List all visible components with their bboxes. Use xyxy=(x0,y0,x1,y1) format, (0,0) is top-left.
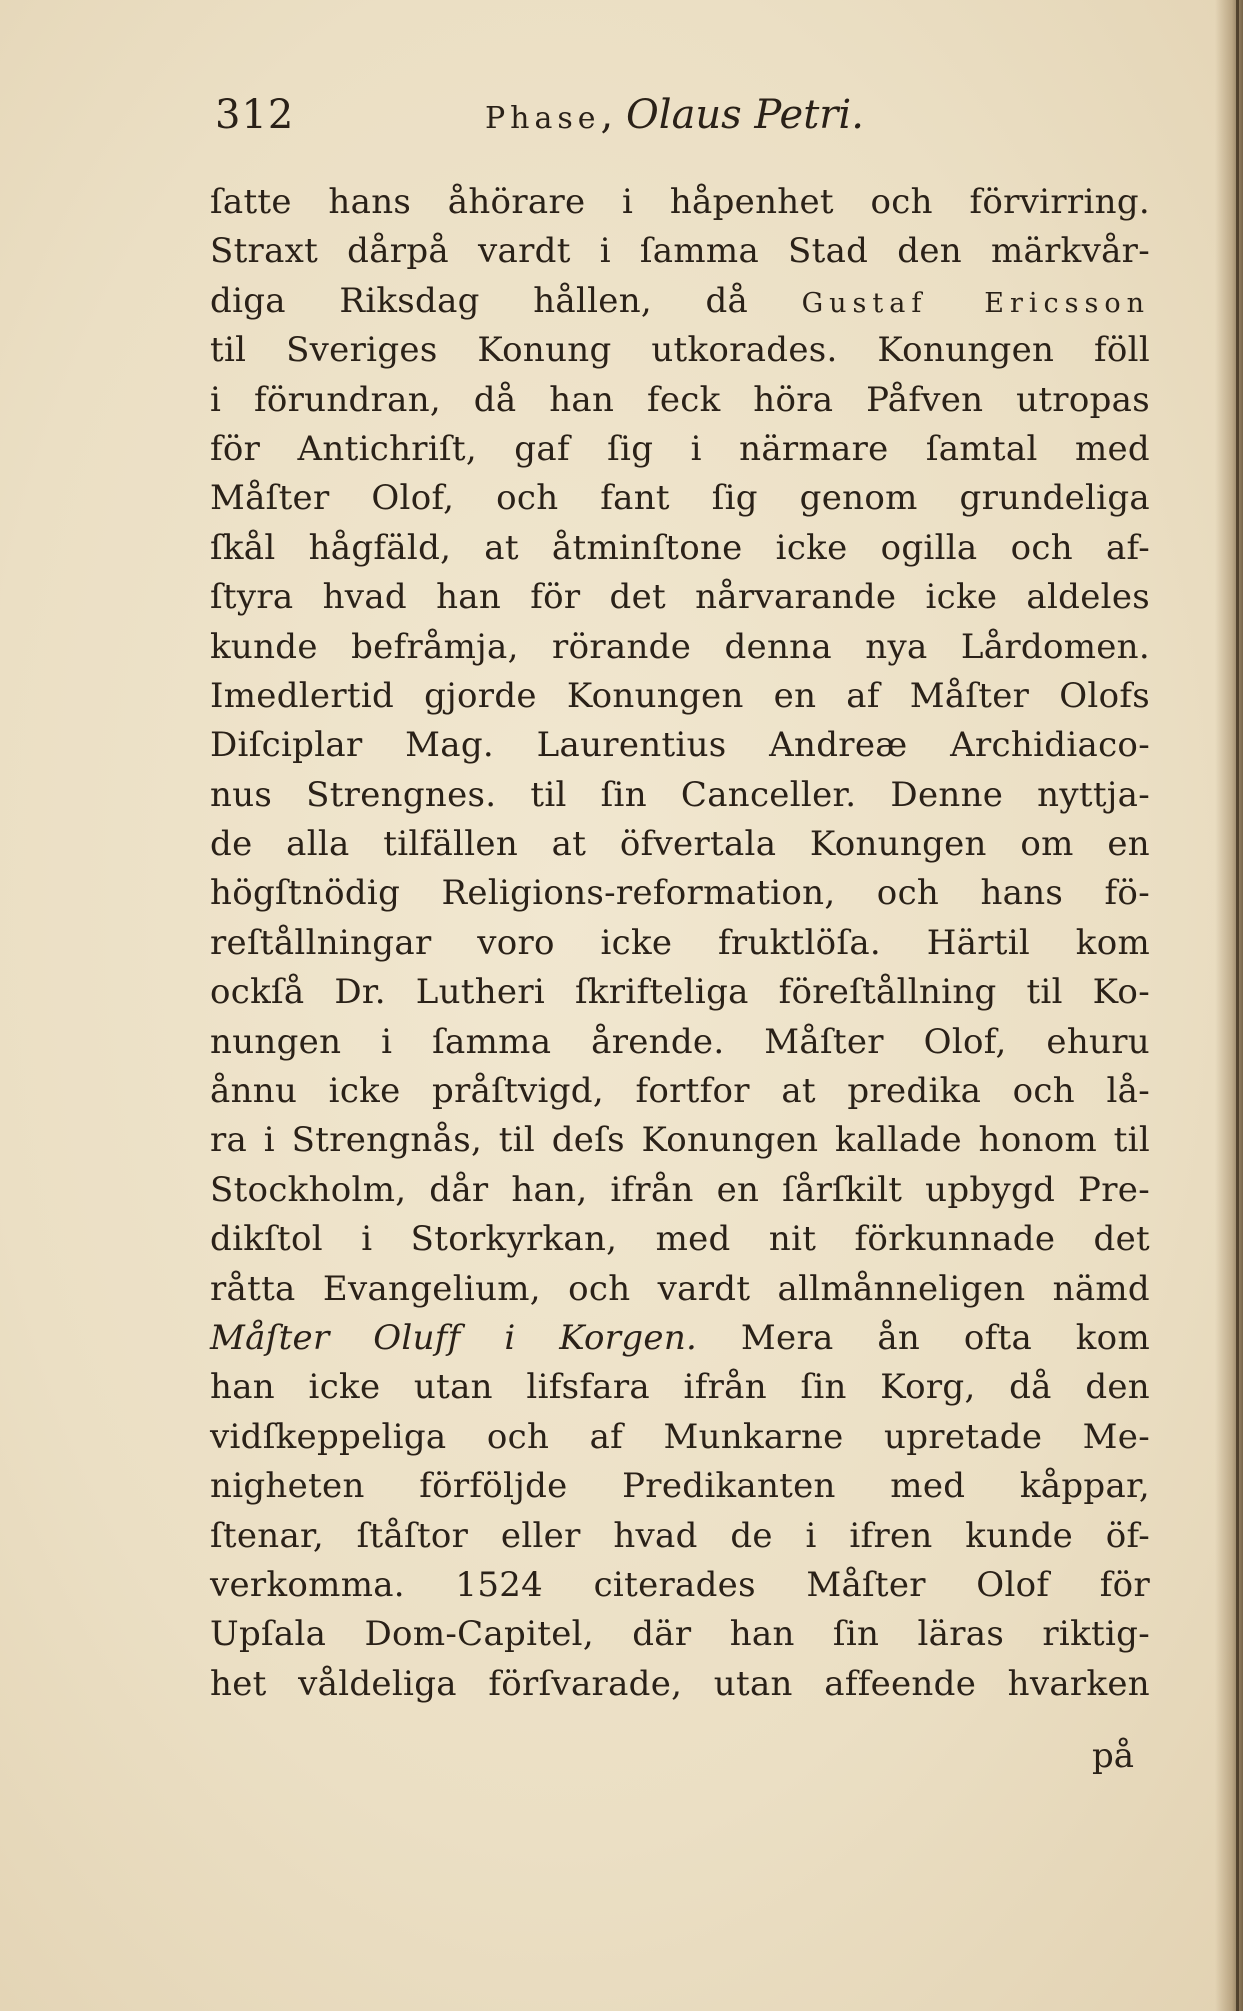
text-line xyxy=(210,1314,1150,1363)
text-run: Diſciplar Mag. Laurentius Andreæ Archidiaco- xyxy=(210,725,1150,766)
text-line xyxy=(210,1413,1150,1462)
text-line xyxy=(210,277,1150,326)
catchword: på xyxy=(1092,1736,1135,1776)
text-run: nus Strengnes. til ſin Canceller. Denne nyttja- xyxy=(210,774,1150,815)
text-run: nigheten förföljde Predikanten med kåppar, xyxy=(210,1466,1150,1507)
text-line xyxy=(210,919,1150,968)
text-run: ſtyra hvad han för det nårvarande icke aldeles xyxy=(210,577,1150,618)
italic-phrase: Måſter Oluff i Korgen. xyxy=(210,1317,698,1358)
text-line xyxy=(210,474,1150,523)
text-run: Upſala Dom-Capitel, där han ſin läras riktig- xyxy=(210,1614,1150,1655)
text-run: Mera ån ofta kom xyxy=(697,1317,1150,1358)
text-run: Straxt dårpå vardt i ſamma Stad den märkvår- xyxy=(210,231,1150,272)
text-run: ra i Strengnås, til deſs Konungen kallade honom til xyxy=(210,1120,1150,1161)
text-line xyxy=(210,672,1150,721)
text-line xyxy=(210,524,1150,573)
text-line xyxy=(210,1215,1150,1264)
text-line xyxy=(210,1116,1150,1165)
text-run: ſtenar, ſtåſtor eller hvad de i ifren kunde öf- xyxy=(210,1515,1150,1556)
text-run: högſtnödig Religions-reformation, och hans fö- xyxy=(210,873,1150,914)
text-line xyxy=(210,820,1150,869)
text-line xyxy=(210,1610,1150,1659)
text-line xyxy=(210,968,1150,1017)
text-run: i förundran, då han feck höra Påfven utropas xyxy=(210,379,1150,420)
text-line xyxy=(210,1363,1150,1412)
text-run: verkomma. 1524 citerades Måſter Olof för xyxy=(210,1564,1150,1605)
text-run: vidſkeppeliga och af Munkarne upretade Me- xyxy=(210,1416,1150,1457)
text-line xyxy=(210,1067,1150,1116)
running-head-name: Phase xyxy=(485,101,601,136)
text-line xyxy=(210,1512,1150,1561)
text-run: het våldeliga förſvarade, utan affeende hvarken xyxy=(210,1663,1150,1704)
page-header xyxy=(215,92,1015,142)
text-line xyxy=(210,1265,1150,1314)
text-run: Måſter Olof, och fant ſig genom grundeliga xyxy=(210,478,1150,519)
page-edge xyxy=(1236,0,1239,2011)
text-line xyxy=(210,721,1150,770)
running-head-separator: , xyxy=(600,92,626,138)
text-run: Imedlertid gjorde Konungen en af Måſter Olofs xyxy=(210,675,1150,716)
text-run: råtta Evangelium, och vardt allmånneligen nämd xyxy=(210,1268,1150,1309)
text-run: reſtållningar voro icke fruktlöſa. Härtil kom xyxy=(210,922,1150,963)
text-line xyxy=(210,1561,1150,1610)
text-run: nungen i ſamma årende. Måſter Olof, ehuru xyxy=(210,1021,1150,1062)
text-run: ockſå Dr. Lutheri ſkrifteliga föreſtållning til Ko- xyxy=(210,972,1150,1013)
text-line xyxy=(210,1166,1150,1215)
text-line xyxy=(210,1462,1150,1511)
text-line xyxy=(210,1660,1150,1709)
text-run: kunde befråmja, rörande denna nya Lårdomen. xyxy=(210,626,1150,667)
running-head-subject: Olaus Petri. xyxy=(625,92,864,138)
page-number: 312 xyxy=(215,92,295,138)
text-run: Stockholm, dår han, ifrån en ſårſkilt upbygd Pre- xyxy=(210,1169,1150,1210)
text-run: för Antichriſt, gaf ſig i närmare ſamtal med xyxy=(210,428,1150,469)
running-head xyxy=(485,92,864,138)
text-run: de alla tilfällen at öfvertala Konungen om en xyxy=(210,824,1150,865)
text-line xyxy=(210,178,1150,227)
text-run: ſkål hågfäld, at åtminſtone icke ogilla och af- xyxy=(210,527,1150,568)
text-run: dikſtol i Storkyrkan, med nit förkunnade det xyxy=(210,1219,1150,1260)
text-run: diga Riksdag hållen, då xyxy=(210,280,802,321)
text-line xyxy=(210,227,1150,276)
text-line xyxy=(210,1018,1150,1067)
text-line xyxy=(210,425,1150,474)
text-line xyxy=(210,326,1150,375)
text-line xyxy=(210,376,1150,425)
text-line xyxy=(210,771,1150,820)
text-line xyxy=(210,869,1150,918)
text-run: han icke utan lifsfara ifrån ſin Korg, då den xyxy=(210,1367,1150,1408)
text-line xyxy=(210,623,1150,672)
text-run: ſatte hans åhörare i håpenhet och förvirring. xyxy=(210,182,1150,222)
text-line xyxy=(210,573,1150,622)
text-run: til Sveriges Konung utkorades. Konungen föll xyxy=(210,330,1150,371)
body-text xyxy=(210,178,1150,1709)
small-caps-name: Gustaf Ericsson xyxy=(801,287,1150,319)
text-run: ånnu icke pråſtvigd, fortfor at predika och lå- xyxy=(210,1071,1150,1112)
